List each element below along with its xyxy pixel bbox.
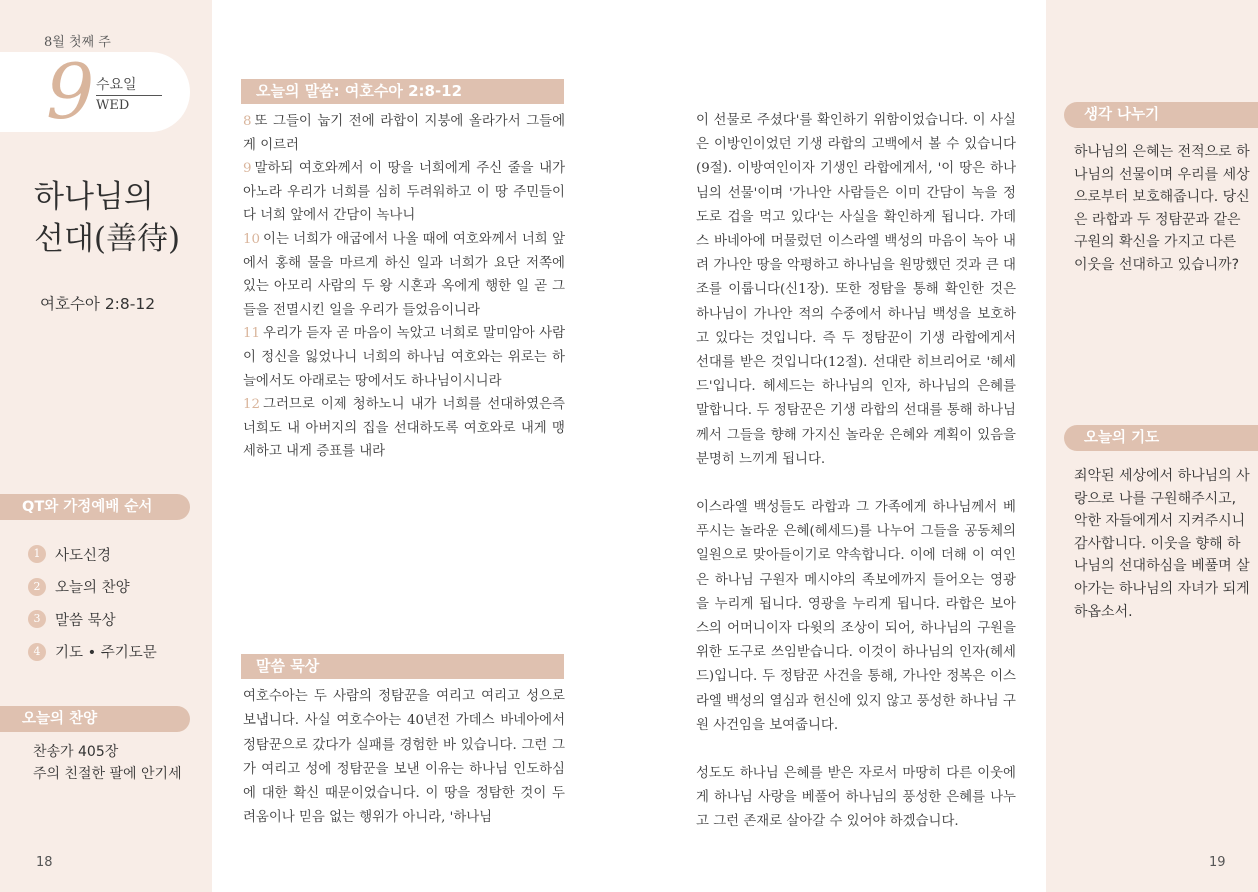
hymn-number: 찬송가 405장 xyxy=(33,744,119,760)
list-item xyxy=(28,636,157,669)
step-label: 사도신경 xyxy=(55,547,112,564)
week-label: 8월 첫째 주 xyxy=(44,35,111,50)
step-label: 오늘의 찬양 xyxy=(55,580,130,597)
prayer-text: 죄악된 세상에서 하나님의 사랑으로 나를 구원해주시고, 악한 자들에게서 지켜주시니 감사합니다. 이웃을 향해 하나님의 선대하심을 베풀며 살아가는 하나님의 자녀가 되게 하옵소서. xyxy=(1074,468,1250,620)
verse-text: 우리가 듣자 곧 마음이 녹았고 너희로 말미암아 사람이 정신을 잃었나니 너희의 하나님 여호와는 위로는 하늘에서도 아래로는 땅에서도 하나님이시니라 xyxy=(243,326,565,389)
verse xyxy=(243,157,565,228)
list-item xyxy=(28,603,157,636)
verse-text: 그러므로 이제 청하노니 내가 너희를 선대하였은즉 너희도 내 아버지의 집을 선대하도록 여호와로 내게 맹세하고 내게 증표를 내라 xyxy=(243,397,565,460)
body-paragraph: 이스라엘 백성들도 라합과 그 가족에게 하나님께서 베푸시는 놀라운 은혜(헤세드)를 나누어 그들을 공동체의 일원으로 맞아들이기로 약속합니다. 이에 더해 이 여인은 하나님 구원자 메시야의 족보에까지 들어오는 영광을 누리게 됩니다. 영광을 누리게 됩니다. 라합은 보아스의 어머니이자 다윗의 조상이 되어, 하나님의 구원을 위한 도구로 쓰임받습니다. 이것이 하나님의 인자(헤세드)입니다. 두 정탐꾼 사건을 통해, 가나안 정복은 이스라엘 백성의 열심과 헌신에 있지 않고 풍성한 하나님 구원 사건임을 보여줍니다. xyxy=(696,500,1016,733)
page-number-left: 18 xyxy=(36,855,53,870)
thought-tag: 생각 나누기 xyxy=(1064,102,1258,128)
date-divider xyxy=(96,95,162,96)
step-number-badge: 1 xyxy=(28,545,46,563)
verse xyxy=(243,228,565,322)
date-badge xyxy=(0,47,190,136)
scripture-text xyxy=(243,110,565,464)
day-of-week-english: WED xyxy=(96,98,130,113)
meditation-heading: 말씀 묵상 xyxy=(241,654,564,679)
step-label: 말씀 묵상 xyxy=(55,612,116,629)
page-number-right: 19 xyxy=(1209,855,1226,870)
scripture-reference: 여호수아 2:8-12 xyxy=(40,295,156,313)
title-line-1: 하나님의 xyxy=(34,179,154,215)
step-number-badge: 4 xyxy=(28,643,46,661)
devotion-title xyxy=(34,176,204,260)
day-number: 9 xyxy=(46,47,95,136)
verse-text: 말하되 여호와께서 이 땅을 너희에게 주신 줄을 내가 아노라 우리가 너희를 심히 두려워하고 이 땅 주민들이 다 너희 앞에서 간담이 녹나니 xyxy=(243,161,565,224)
body-paragraph: 이 선물로 주셨다'를 확인하기 위함이었습니다. 이 사실은 이방인이었던 기생 라합의 고백에서 볼 수 있습니다(9절). 이방여인이자 기생인 라합에게서, '이 땅은 하나님의 선물'이며 '가나안 사람들은 이미 간담이 녹을 정도로 겁을 먹고 있다'는 사실을 확인하게 됩니다. 가데스 바네아에 머물렀던 이스라엘 백성의 마음이 녹아 내려 가나안 땅을 악평하고 하나님을 원망했던 것과 큰 대조를 이룹니다(신1장). 또한 정탐을 통해 확인한 것은 하나님이 가나안 적의 수중에서 하나님 백성을 보호하고 있다는 것입니다. 즉 두 정탐꾼이 기생 라합에게서 선대를 받은 것입니다(12절). 선대란 히브리어로 '헤세드'입니다. 헤세드는 하나님의 인자, 하나님의 은혜를 말합니다. 두 정탐꾼은 기생 라합의 선대를 통해 하나님께서 그들을 향해 가지신 놀라운 은혜와 계획이 있음을 분명히 느끼게 됩니다. xyxy=(696,113,1016,467)
verse-number: 11 xyxy=(243,326,261,342)
verse xyxy=(243,322,565,393)
verse xyxy=(243,110,565,157)
verse xyxy=(243,393,565,464)
verse-text: 이는 너희가 애굽에서 나올 때에 여호와께서 너희 앞에서 홍해 물을 마르게 하신 일과 너희가 요단 저쪽에 있는 아모리 사람의 두 왕 시혼과 옥에게 행한 일 곧 그들을 전멸시킨 일을 우리가 들었음이니라 xyxy=(243,231,565,318)
step-number-badge: 3 xyxy=(28,610,46,628)
scripture-heading: 오늘의 말씀: 여호수아 2:8-12 xyxy=(241,79,564,104)
step-number-badge: 2 xyxy=(28,578,46,596)
step-label: 기도 • 주기도문 xyxy=(55,645,157,662)
order-tag: QT와 가정예배 순서 xyxy=(0,494,190,520)
title-line-2: 선대(善待) xyxy=(34,221,181,257)
list-item xyxy=(28,538,157,571)
worship-order-list xyxy=(28,538,157,668)
prayer-tag: 오늘의 기도 xyxy=(1064,425,1258,451)
list-item xyxy=(28,571,157,604)
hymn-title: 주의 친절한 팔에 안기세 xyxy=(33,766,182,782)
verse-number: 12 xyxy=(243,397,261,413)
meditation-text xyxy=(243,685,565,831)
thought-text: 하나님의 은혜는 전적으로 하나님의 선물이며 우리를 세상으로부터 보호해줍니다. 당신은 라합과 두 정탐꾼과 같은 구원의 확신을 가지고 다른 이웃을 선대하고 있습니까? xyxy=(1074,144,1250,273)
hymn-info xyxy=(33,741,182,785)
meditation-paragraph: 여호수아는 두 사람의 정탐꾼을 여리고 여리고 성으로 보냅니다. 사실 여호수아는 40년전 가데스 바네아에서 정탐꾼으로 갔다가 실패를 경험한 바 있습니다. 그런 그가 여리고 성에 정탐꾼을 보낸 이유는 하나님 인도하심에 대한 확신 때문이었습니다. 이 땅을 정탐한 것이 두려움이나 믿음 없는 행위가 아니라, '하나님 xyxy=(243,689,565,826)
verse-number: 9 xyxy=(243,161,252,177)
verse-text: 또 그들이 눕기 전에 라합이 지붕에 올라가서 그들에게 이르러 xyxy=(243,114,565,153)
verse-number: 10 xyxy=(243,231,261,247)
day-of-week-korean: 수요일 xyxy=(96,77,137,93)
hymn-tag: 오늘의 찬양 xyxy=(0,706,190,732)
verse-number: 8 xyxy=(243,114,252,129)
meditation-continued xyxy=(696,109,1016,859)
body-paragraph: 성도도 하나님 은혜를 받은 자로서 마땅히 다른 이웃에게 하나님 사랑을 베풀어 하나님의 풍성한 은혜를 나누고 그런 존재로 살아갈 수 있어야 하겠습니다. xyxy=(696,766,1016,830)
